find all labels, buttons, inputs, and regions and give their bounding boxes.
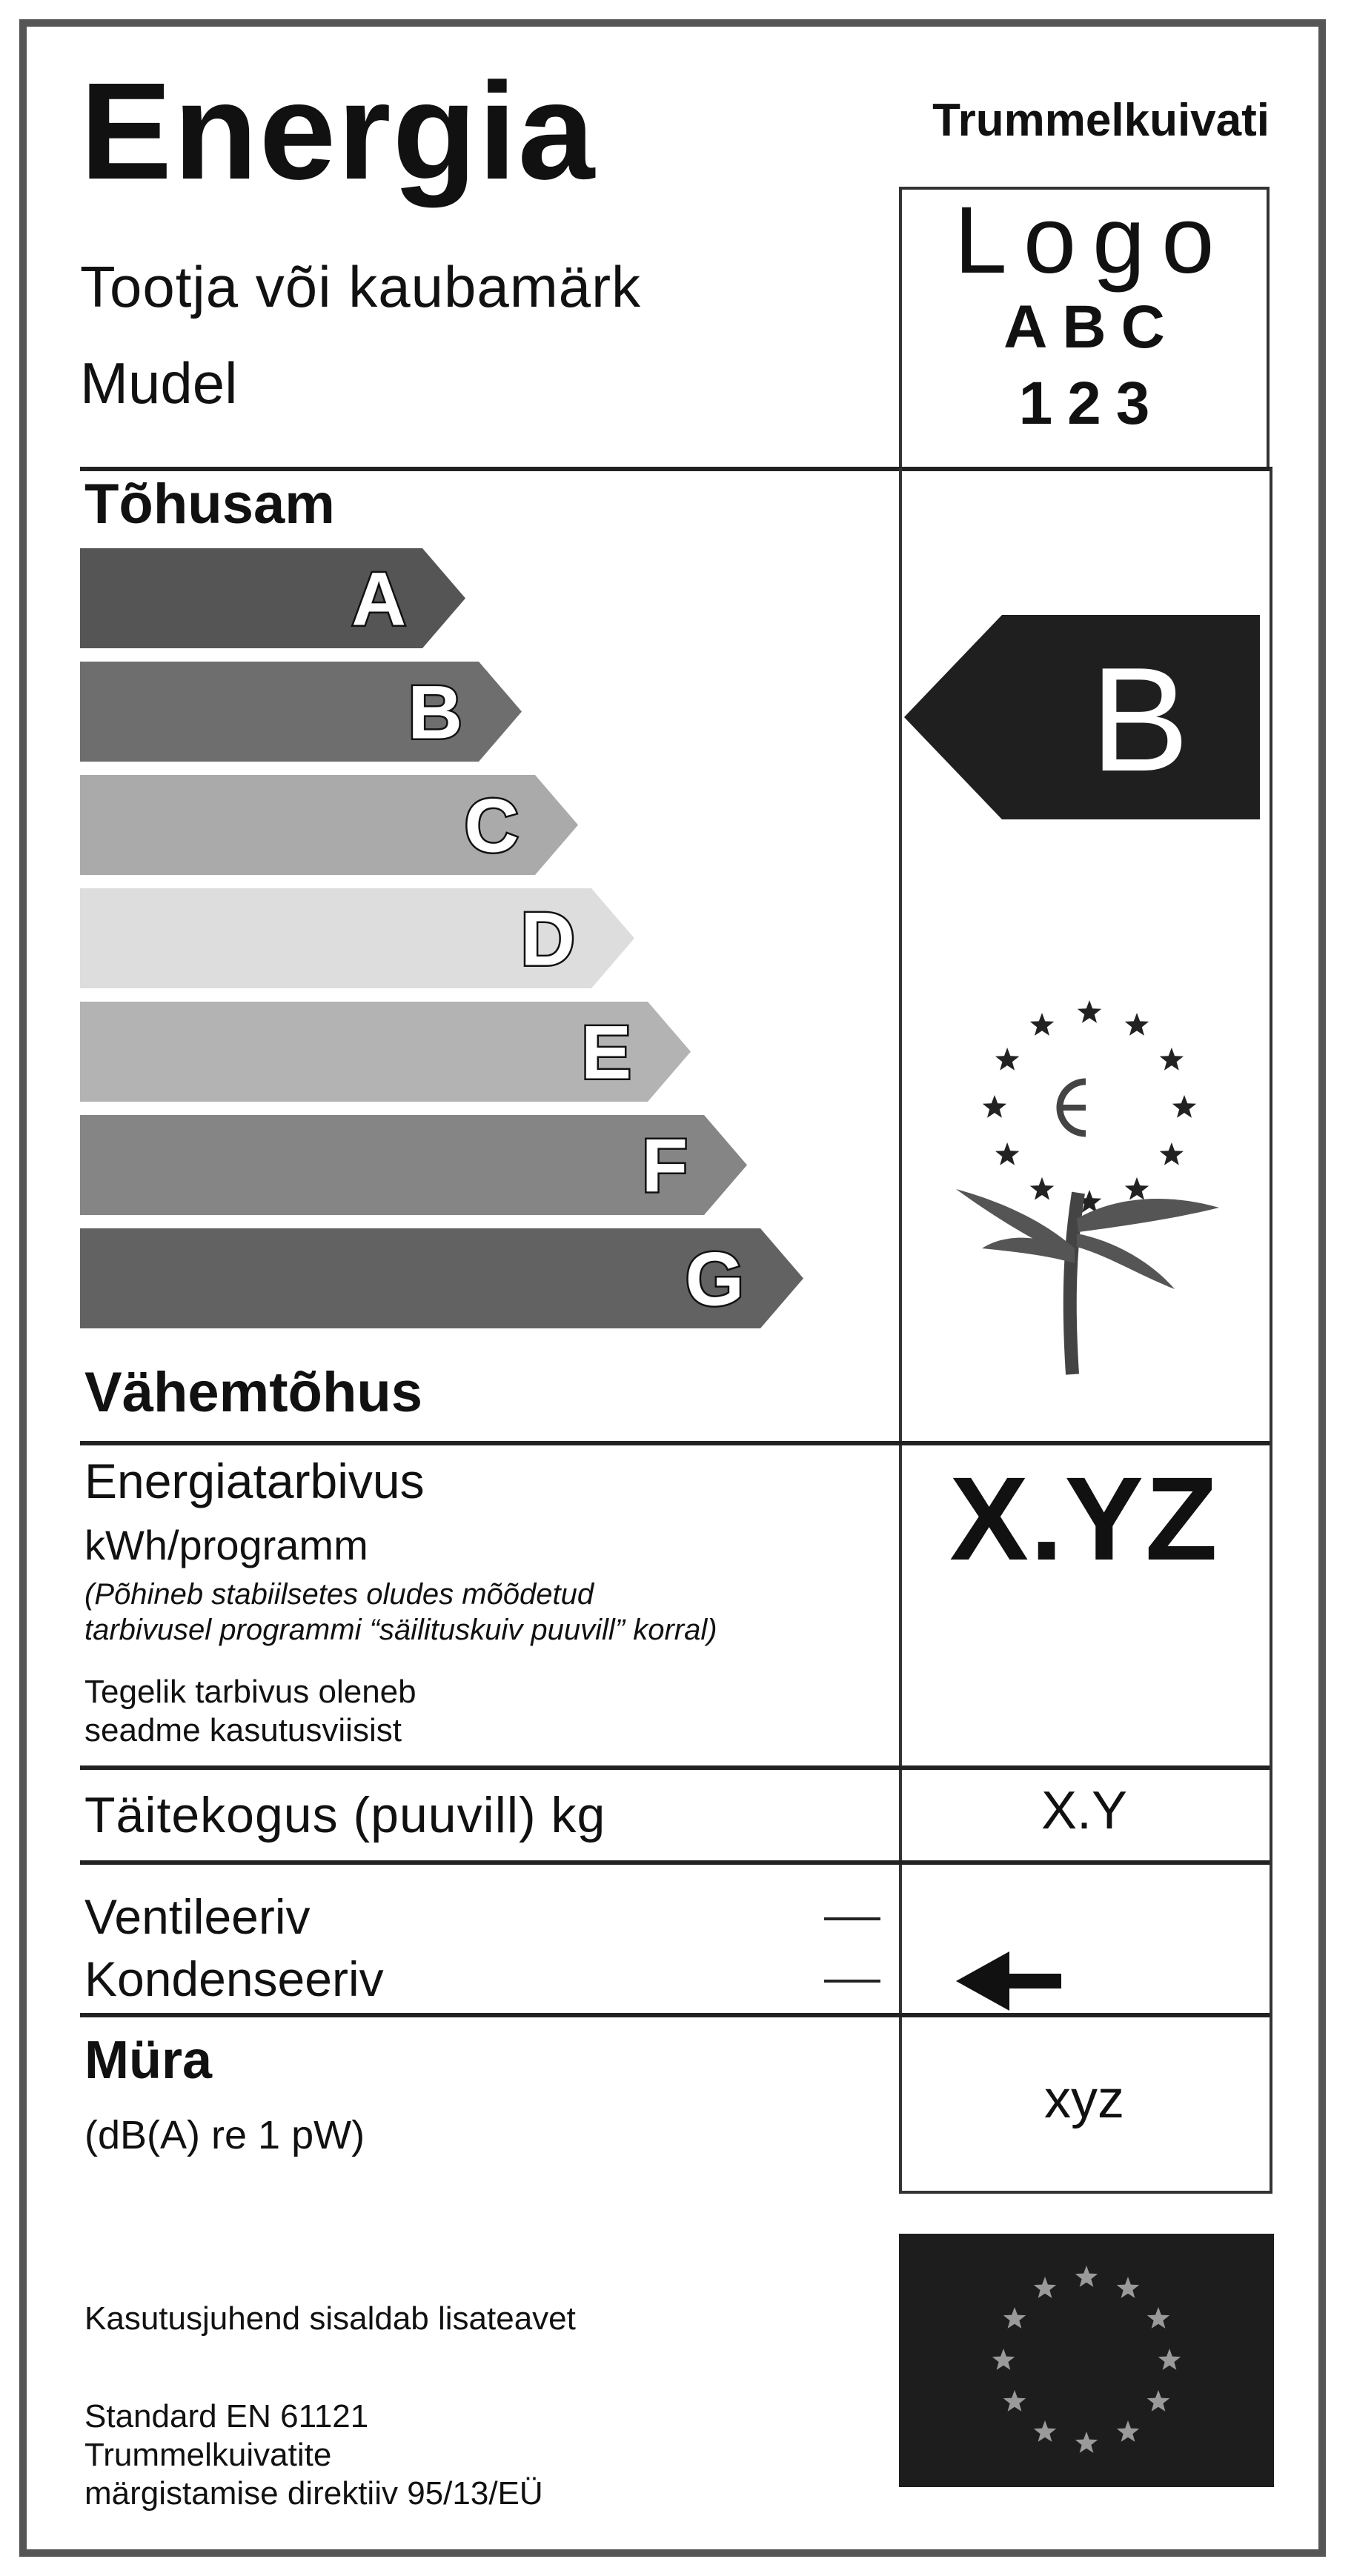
- ecolabel-star: [1030, 1177, 1054, 1200]
- consumption-label: Energiatarbivus: [84, 1454, 425, 1508]
- energy-class-letter-e: E: [580, 1010, 631, 1095]
- ecolabel-star: [1078, 1000, 1101, 1023]
- footer-directive-line2: märgistamise direktiiv 95/13/EÜ: [84, 2475, 543, 2512]
- energy-class-bar-a: [80, 548, 465, 648]
- ecolabel-star: [1160, 1048, 1184, 1071]
- footer-manual-note: Kasutusjuhend sisaldab lisateavet: [84, 2300, 576, 2337]
- appliance-type: Trummelkuivati: [932, 95, 1270, 146]
- type-condensing-label: Kondenseeriv: [84, 1951, 384, 2006]
- consumption-note: [84, 1577, 717, 1648]
- type-condensing-dash: [824, 1980, 880, 1983]
- energy-class-letter-a: A: [351, 556, 406, 642]
- eu-flag-icon: [899, 2234, 1274, 2487]
- footer-standard-line: Standard EN 61121: [84, 2398, 369, 2434]
- ecolabel-star: [1030, 1013, 1054, 1036]
- type-vented-dash: [824, 1917, 880, 1920]
- energy-class-letter-c: C: [464, 783, 519, 868]
- footer-directive-line1: Trummelkuivatite: [84, 2436, 332, 2473]
- energy-class-letter-d: D: [520, 896, 575, 982]
- rating-letter: B: [1090, 637, 1189, 802]
- noise-unit: (dB(A) re 1 pW): [84, 2113, 365, 2157]
- scale-top-label: Tõhusam: [84, 473, 335, 536]
- consumption-value: X.YZ: [949, 1452, 1219, 1585]
- ecolabel-star: [995, 1048, 1019, 1071]
- energy-class-letter-f: F: [641, 1123, 688, 1208]
- efficiency-scale: [80, 548, 821, 1345]
- label-title: Energia: [80, 55, 597, 208]
- model-label: Mudel: [80, 350, 238, 416]
- ecolabel-star: [995, 1142, 1019, 1165]
- consumption-actual-note: [84, 1673, 417, 1750]
- ecolabel-star: [983, 1095, 1006, 1118]
- arrow-left-icon: [956, 1948, 1061, 2014]
- ecolabel-star: [1160, 1142, 1184, 1165]
- manufacturer-logo-box: [899, 187, 1270, 468]
- logo-line-abc: ABC: [1003, 293, 1180, 361]
- actual-note-line1: Tegelik tarbivus oleneb: [84, 1674, 417, 1710]
- ecolabel-star: [1125, 1177, 1149, 1200]
- ecolabel-star: [1125, 1013, 1149, 1036]
- consumption-note-line2: tarbivusel programmi “säilituskuiv puuvill” korral): [84, 1614, 717, 1646]
- rating-arrow-shape: [904, 615, 1260, 819]
- scale-bottom-label: Vähemtõhus: [84, 1361, 423, 1424]
- type-vented-label: Ventileeriv: [84, 1889, 311, 1944]
- rating-arrow: [904, 615, 1260, 819]
- eu-ecolabel-flower-icon: [952, 996, 1227, 1382]
- consumption-unit: kWh/programm: [84, 1522, 368, 1568]
- energy-class-letter-g: G: [685, 1237, 744, 1322]
- footer-standard: [84, 2397, 543, 2513]
- noise-label: Müra: [84, 2031, 213, 2090]
- manufacturer-label: Tootja või kaubamärk: [80, 254, 642, 319]
- noise-value: xyz: [1044, 2070, 1124, 2129]
- ecolabel-star: [1172, 1095, 1196, 1118]
- capacity-label: Täitekogus (puuvill) kg: [84, 1787, 606, 1843]
- actual-note-line2: seadme kasutusviisist: [84, 1711, 402, 1748]
- logo-line-123: 123: [1018, 370, 1165, 437]
- energy-class-letter-b: B: [408, 670, 462, 755]
- consumption-note-line1: (Põhineb stabiilsetes oludes mõõdetud: [84, 1578, 594, 1611]
- logo-word: Logo: [954, 187, 1231, 293]
- capacity-value: X.Y: [1041, 1781, 1128, 1840]
